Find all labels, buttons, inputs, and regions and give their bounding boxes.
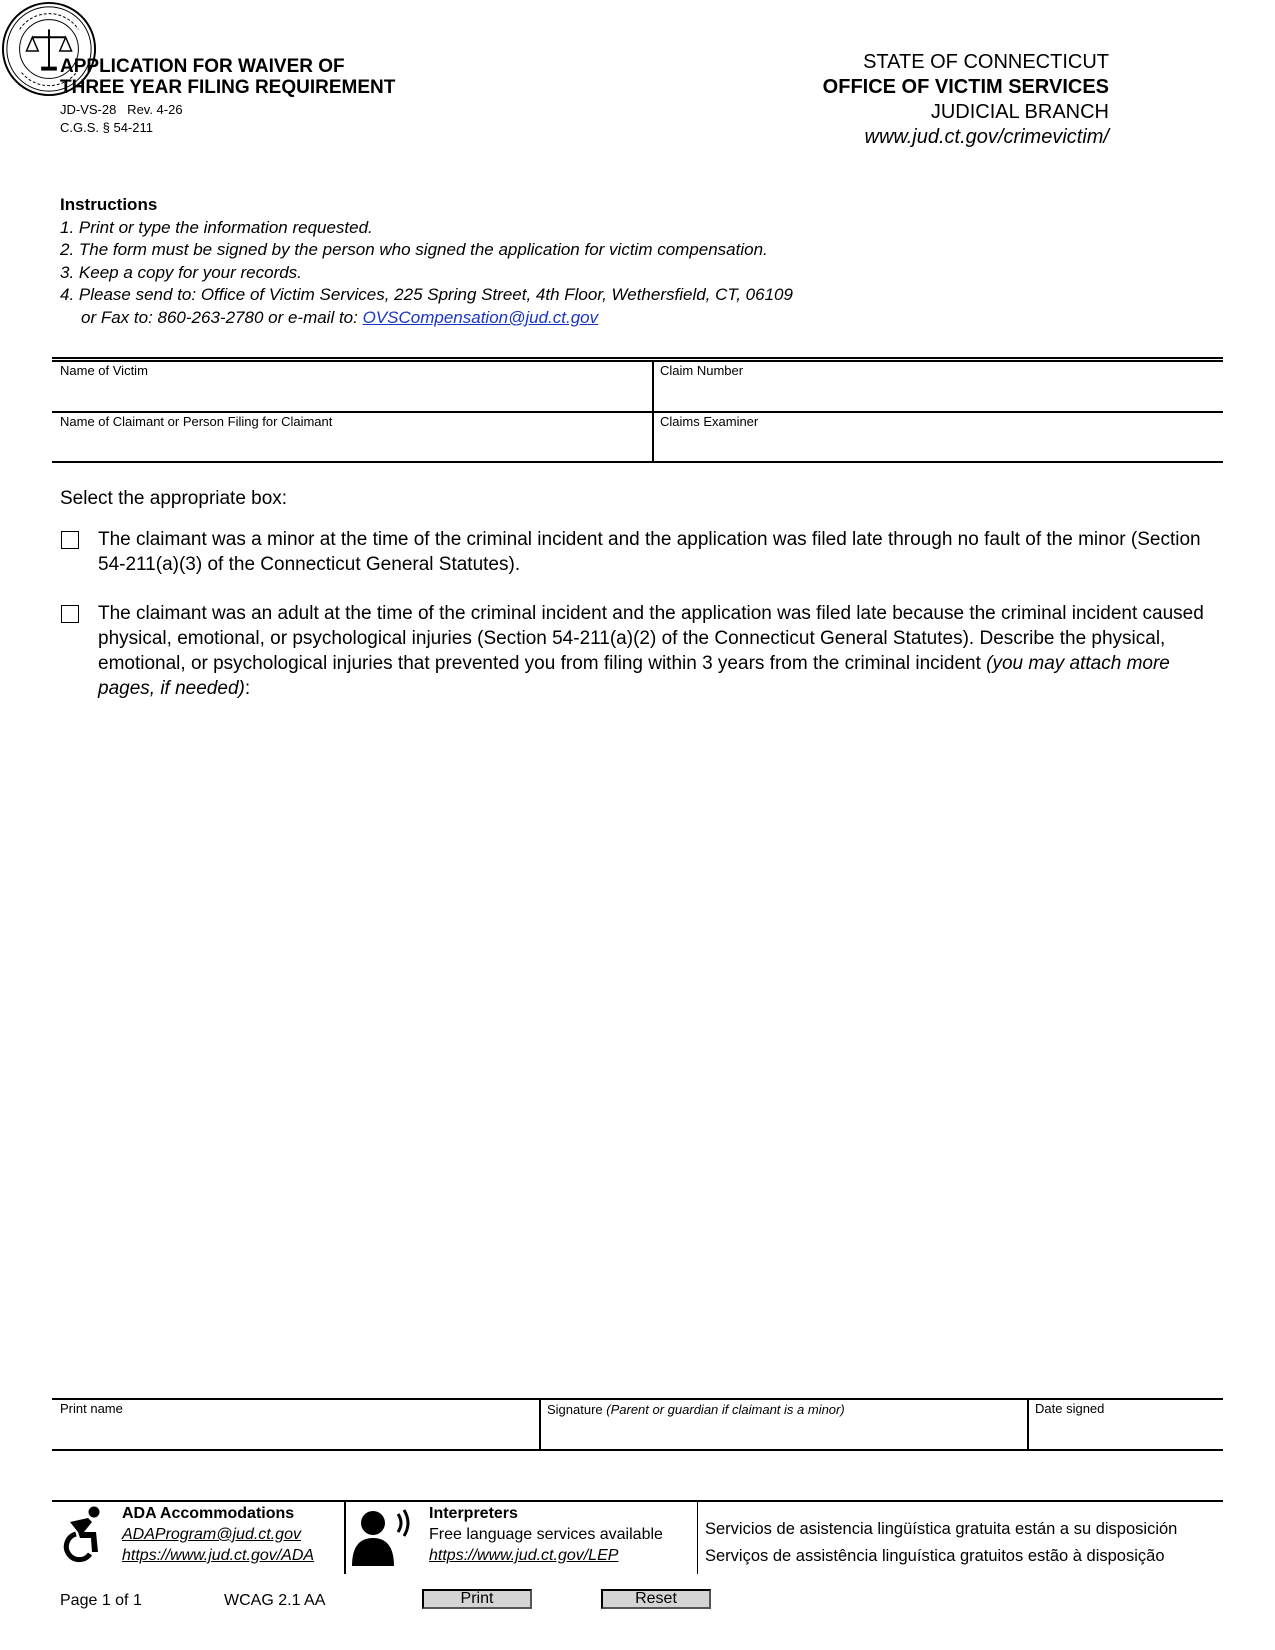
interpreters-text: Free language services available bbox=[429, 1526, 663, 1543]
ovs-email-link[interactable]: OVSCompensation@jud.ct.gov bbox=[362, 307, 599, 327]
agency-state: STATE OF CONNECTICUT bbox=[863, 51, 1109, 73]
speaking-person-icon bbox=[350, 1506, 420, 1566]
statute-reference: C.G.S. § 54-211 bbox=[60, 120, 153, 135]
instruction-4: 4. Please send to: Office of Victim Services, 225 Spring Street, 4th Floor, Wethersfield, CT, 06109 bbox=[60, 285, 793, 304]
ada-title: ADA Accommodations bbox=[122, 1505, 295, 1522]
footer-divider-2 bbox=[697, 1501, 698, 1574]
ada-email-link[interactable]: ADAProgram@jud.ct.gov bbox=[122, 1526, 301, 1543]
title-line-2: THREE YEAR FILING REQUIREMENT bbox=[60, 77, 396, 98]
form-number: JD-VS-28 Rev. 4-26 bbox=[60, 102, 183, 117]
claim-number-field[interactable]: Claim Number bbox=[660, 363, 744, 378]
reset-button[interactable]: Reset bbox=[601, 1589, 711, 1609]
fields-top-rule bbox=[52, 357, 1223, 359]
adult-option-colon: : bbox=[244, 678, 251, 699]
form-identifiers bbox=[60, 101, 183, 137]
instruction-4-contact: or Fax to: 860-263-2780 or e-mail to: bbox=[81, 307, 363, 327]
interpreters-url-link[interactable]: https://www.jud.ct.gov/LEP bbox=[429, 1547, 619, 1564]
page-number: Page 1 of 1 bbox=[60, 1592, 142, 1609]
signature-top-rule bbox=[52, 1398, 1223, 1400]
spanish-notice: Servicios de asistencia lingüística gratuita están a su disposición bbox=[705, 1520, 1178, 1538]
fields-divider bbox=[652, 360, 654, 462]
instructions-heading: Instructions bbox=[60, 195, 158, 214]
signature-divider-1 bbox=[539, 1398, 541, 1450]
footer-divider-1 bbox=[344, 1501, 346, 1574]
interpreters-title: Interpreters bbox=[429, 1505, 518, 1522]
print-name-field[interactable]: Print name bbox=[60, 1401, 123, 1416]
fields-top-rule-inner bbox=[52, 360, 1223, 362]
date-signed-field[interactable]: Date signed bbox=[1035, 1401, 1105, 1416]
ada-url-link[interactable]: https://www.jud.ct.gov/ADA bbox=[122, 1547, 315, 1564]
language-notices bbox=[705, 1516, 1177, 1570]
portuguese-notice: Serviços de assistência linguística gratuitos estão à disposição bbox=[705, 1547, 1165, 1565]
wcag-label: WCAG 2.1 AA bbox=[224, 1592, 326, 1609]
instruction-4-continued bbox=[60, 307, 1210, 330]
select-prompt: Select the appropriate box: bbox=[60, 488, 288, 509]
signature-field[interactable] bbox=[547, 1402, 845, 1417]
agency-block bbox=[823, 50, 1109, 150]
signature-bottom-rule bbox=[52, 1449, 1223, 1451]
minor-checkbox[interactable] bbox=[61, 531, 79, 549]
signature-label: Signature bbox=[547, 1402, 607, 1417]
title-line-1: APPLICATION FOR WAIVER OF bbox=[60, 56, 345, 77]
accessibility-icon bbox=[58, 1506, 106, 1564]
agency-office: OFFICE OF VICTIM SERVICES bbox=[822, 76, 1109, 98]
ada-block bbox=[122, 1503, 314, 1566]
injury-description-area[interactable] bbox=[60, 705, 1220, 1395]
claimant-name-field[interactable]: Name of Claimant or Person Filing for Claimant bbox=[60, 414, 333, 429]
form-title bbox=[60, 56, 395, 98]
instruction-1: 1. Print or type the information requested. bbox=[60, 217, 373, 237]
instruction-2: 2. The form must be signed by the person who signed the application for victim compensation. bbox=[60, 240, 768, 259]
agency-branch: JUDICIAL BRANCH bbox=[930, 101, 1109, 123]
adult-option-note: (you may attach more pages, if needed) bbox=[98, 653, 1170, 699]
instructions bbox=[60, 194, 1210, 329]
minor-option-text: The claimant was a minor at the time of the criminal incident and the application was filed late through no fault of the minor (Section 54-211(a)(3) of the Connecticut General Statutes). bbox=[98, 529, 1201, 575]
agency-url: www.jud.ct.gov/crimevictim/ bbox=[864, 126, 1109, 148]
fields-bottom-rule bbox=[52, 461, 1223, 463]
instruction-3: 3. Keep a copy for your records. bbox=[60, 262, 302, 282]
adult-checkbox[interactable] bbox=[61, 605, 79, 623]
victim-name-field[interactable]: Name of Victim bbox=[60, 363, 148, 378]
footer-rule bbox=[52, 1500, 1223, 1502]
fields-middle-rule bbox=[52, 411, 1223, 413]
interpreters-block bbox=[429, 1503, 663, 1566]
adult-option-text bbox=[98, 601, 1218, 701]
signature-note: (Parent or guardian if claimant is a minor) bbox=[606, 1402, 845, 1417]
signature-divider-2 bbox=[1027, 1398, 1029, 1450]
adult-option-main: The claimant was an adult at the time of the criminal incident and the application was filed late because the criminal incident caused physical, emotional, or psychological injuries (Section 54-211(a)(2) of the Connecticut General Statutes). Describe the physical, emotional, or psychological injuries that prevented you from filing within 3 years from the criminal incident bbox=[98, 603, 1204, 674]
claims-examiner-field[interactable]: Claims Examiner bbox=[660, 414, 759, 429]
print-button[interactable]: Print bbox=[422, 1589, 532, 1609]
